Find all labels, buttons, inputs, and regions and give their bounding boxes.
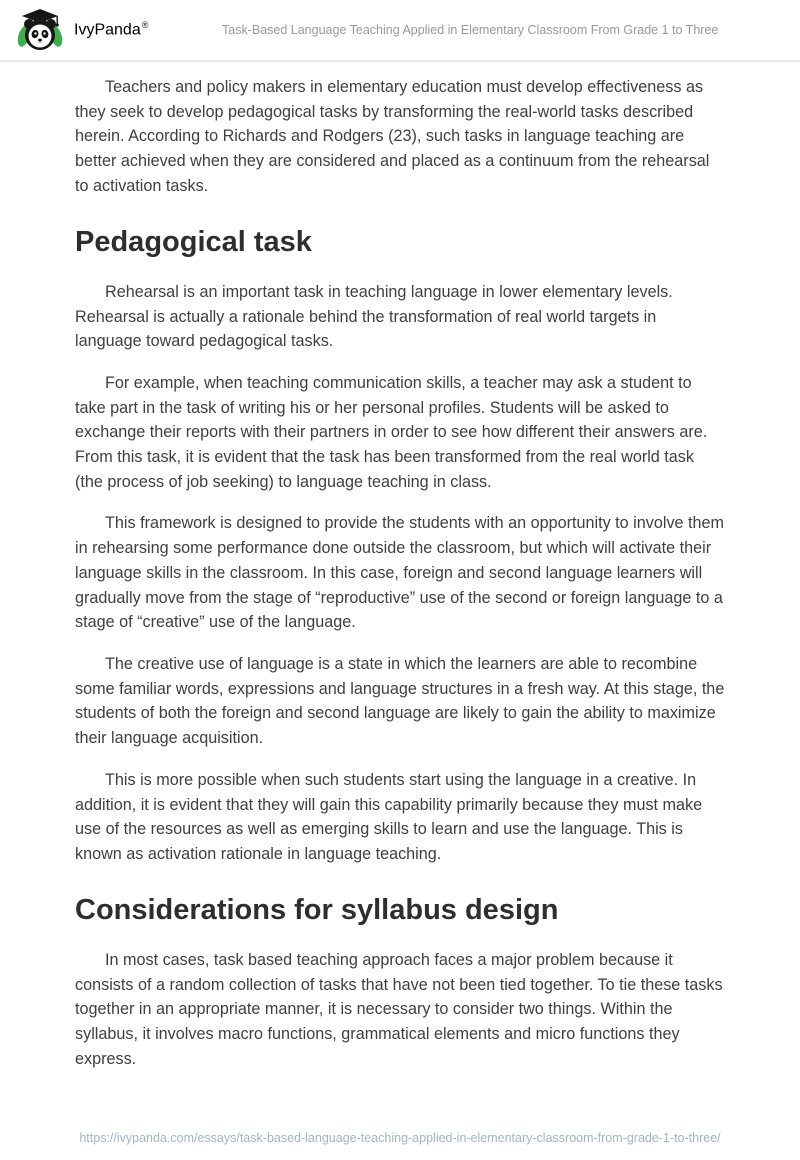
section-heading-pedagogical-task: Pedagogical task <box>75 225 312 258</box>
article-body <box>0 62 800 1071</box>
paragraph: The creative use of language is a state in which the learners are able to recombine some familiar words, expressions and language structures in a fresh way. At this stage, the students of both the foreign and second language are likely to gain the ability to maximize their language acquisition. <box>75 655 725 748</box>
document-title: Task-Based Language Teaching Applied in Elementary Classroom From Grade 1 to Three <box>222 23 719 37</box>
paragraph: This is more possible when such students start using the language in a creative. In addition, it is evident that they will gain this capability primarily because they must make use of the resources as well as emerging skills to learn and use the language. This is known as activation rationale in language teaching. <box>75 770 703 863</box>
section-heading-syllabus-design: Considerations for syllabus design <box>75 893 559 926</box>
panda-logo-icon <box>16 6 64 54</box>
source-url-link[interactable]: https://ivypanda.com/essays/task-based-language-teaching-applied-in-elementary-classroom-from-grade-1-to-three/ <box>79 1131 721 1145</box>
registered-mark: ® <box>141 20 149 31</box>
footer <box>0 1129 800 1147</box>
header <box>0 0 800 62</box>
paragraph: This framework is designed to provide the students with an opportunity to involve them in rehearsing some performance done outside the classroom, but which will activate their language skills in the classroom. In this case, foreign and second language learners will gradually move from the stage of “reproductive” use of the second or foreign language to a stage of “creative” use of the language. <box>75 514 725 632</box>
paragraph-intro: Teachers and policy makers in elementary education must develop effectiveness as they seek to develop pedagogical tasks by transforming the real-world tasks described herein. According to Richards and Rodgers (23), such tasks in language teaching are better achieved when they are considered and placed as a continuum from the rehearsal to activation tasks. <box>75 78 710 195</box>
ivypanda-logo[interactable] <box>16 6 148 54</box>
brand-name: IvyPanda® <box>74 20 149 39</box>
paragraph: Rehearsal is an important task in teaching language in lower elementary levels. Rehearsal is actually a rationale behind the transformation of real world targets in language toward pedagogical tasks. <box>75 282 673 351</box>
paragraph: In most cases, task based teaching approach faces a major problem because it consists of a random collection of tasks that have not been tied together. To tie these tasks together in an appropriate manner, it is necessary to consider two things. Within the syllabus, it involves macro functions, grammatical elements and micro functions they express. <box>75 950 723 1068</box>
paragraph: For example, when teaching communication skills, a teacher may ask a student to take part in the task of writing his or her personal profiles. Students will be asked to exchange their reports with their partners in order to see how different their answers are. From this task, it is evident that the task has been transformed from the real world task (the process of job seeking) to language teaching in class. <box>75 373 708 491</box>
